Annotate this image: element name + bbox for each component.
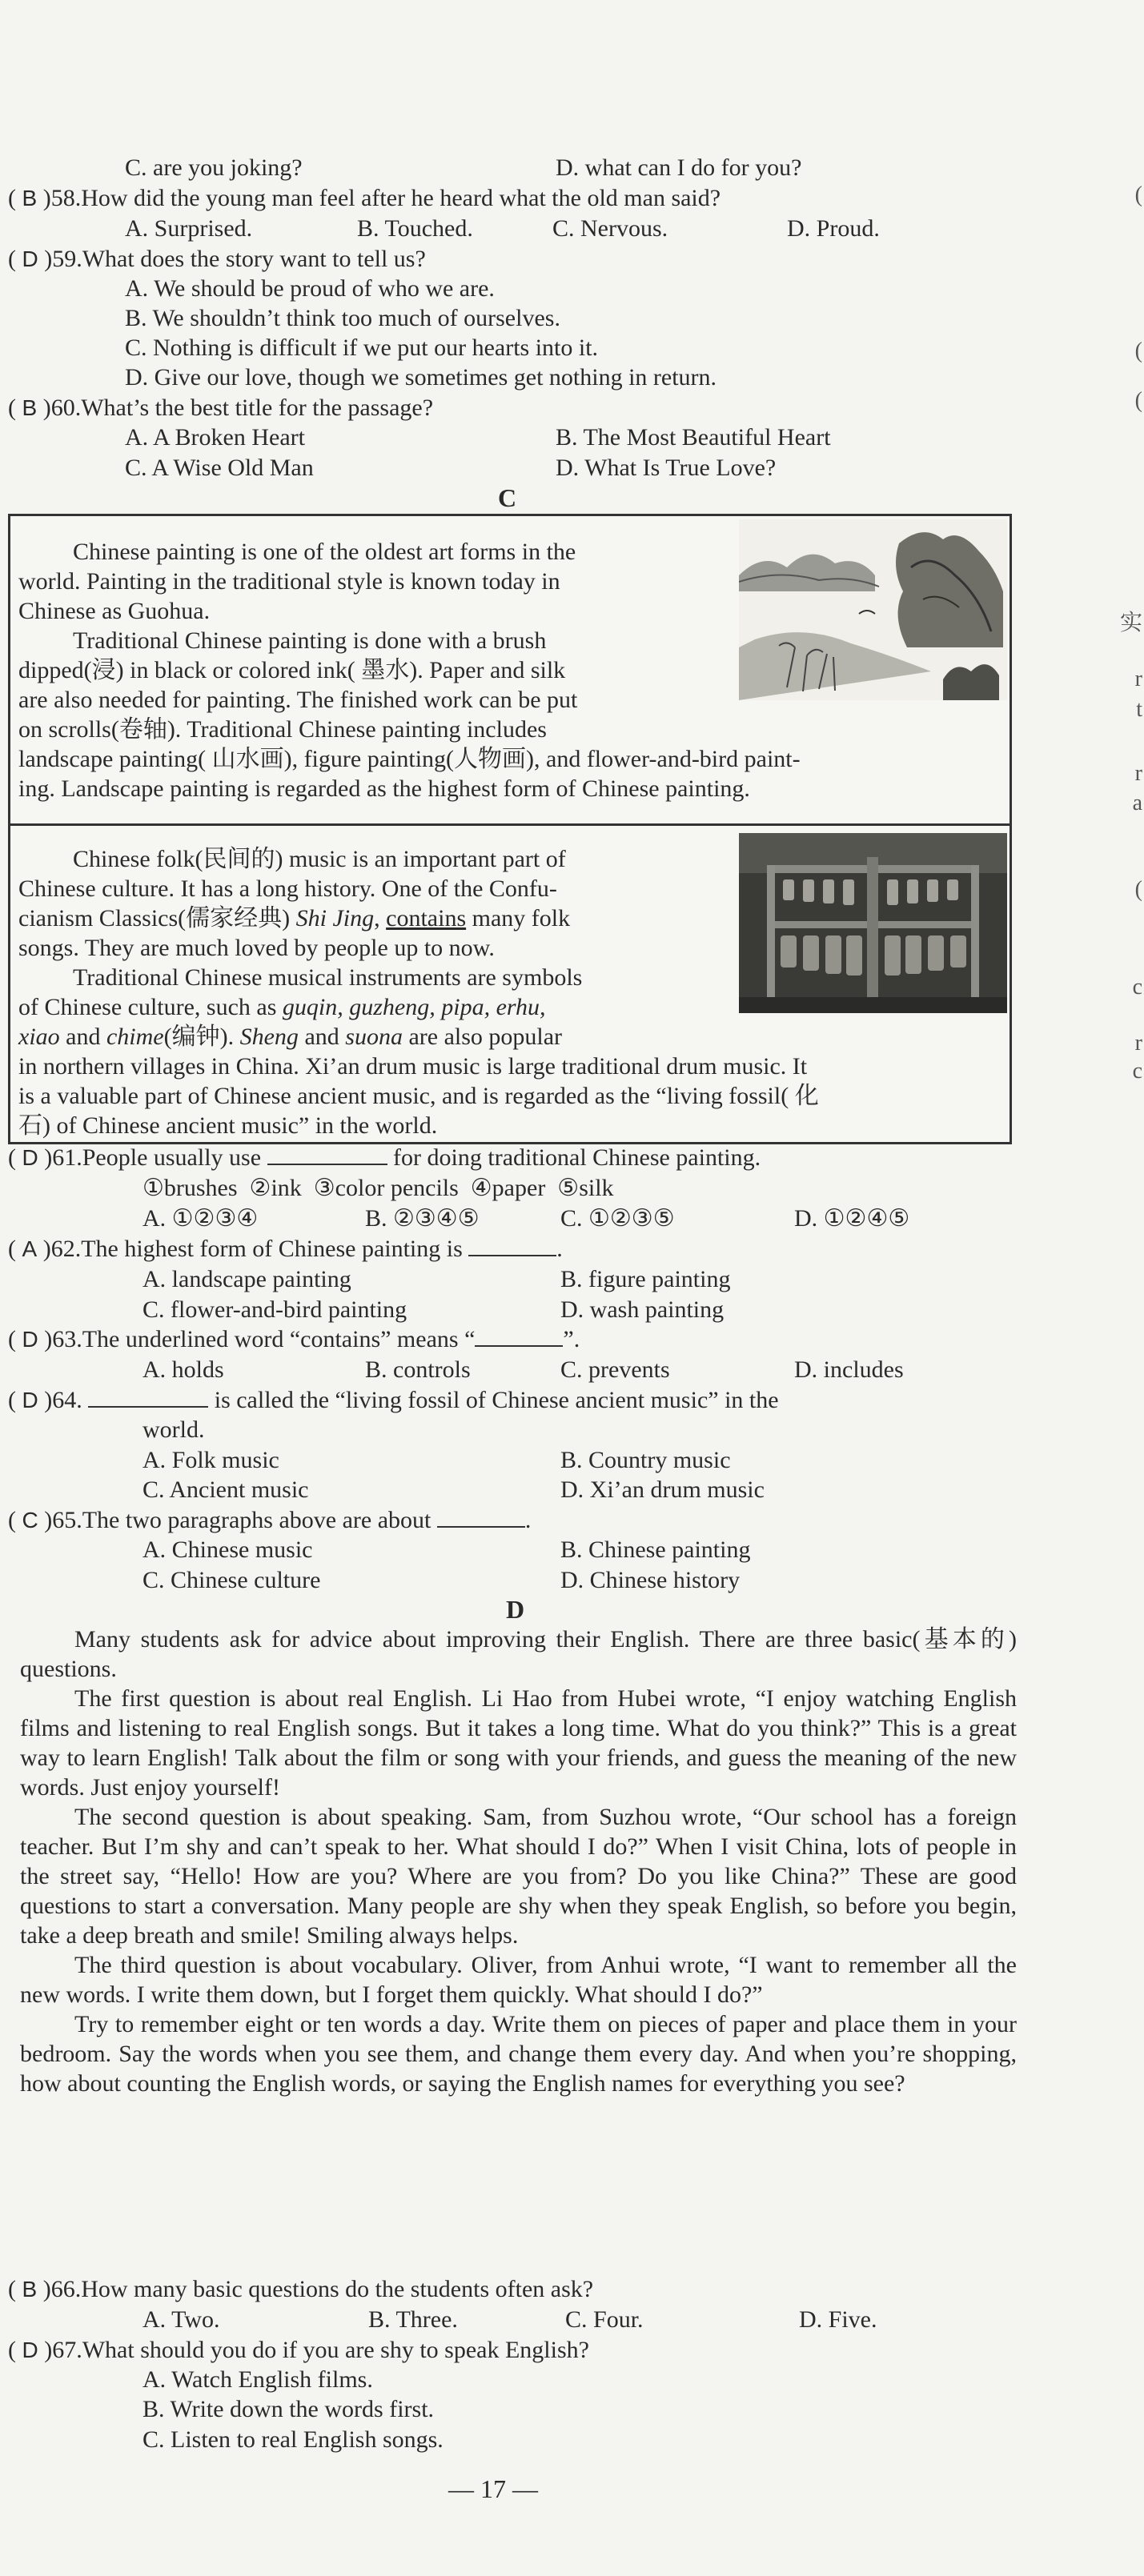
q63-blank[interactable] [475, 1345, 563, 1347]
q60-answer: B [22, 395, 38, 420]
q67-answer: D [22, 2338, 38, 2362]
q62-option-a: A. landscape painting [142, 1266, 351, 1292]
q61-option-d: D. ①②④⑤ [794, 1205, 910, 1232]
q58-option-a: A. Surprised. [125, 215, 253, 242]
painting-line-5: dipped(浸) in black or colored ink( 墨水). Paper and silk [18, 657, 566, 683]
q64-option-c: C. Ancient music [142, 1476, 309, 1503]
q65-stem: ( C )65.The two paragraphs above are about . [8, 1507, 532, 1533]
q65-option-d: D. Chinese history [560, 1567, 741, 1593]
painting-line-7: on scrolls(卷轴). Traditional Chinese painting includes [18, 716, 547, 743]
q64-option-a: A. Folk music [142, 1447, 279, 1473]
edge-fragment: ( [1134, 388, 1142, 413]
passage-d-paragraph-2: The first question is about real English. Li Hao from Hubei wrote, “I enjoy watching English films and listening to real English songs. But it takes a long time. What do you think?” This is a great way to learn English! Talk about the film or song with your friends, and guess the meaning of the new words. Just enjoy yourself! [20, 1685, 1017, 1801]
q63-stem: ( D )63.The underlined word “contains” means “ ”. [8, 1326, 580, 1352]
q67-option-c: C. Listen to real English songs. [142, 2426, 444, 2453]
q60-option-c: C. A Wise Old Man [125, 455, 314, 481]
q63-option-b: B. controls [365, 1356, 471, 1383]
painting-line-4: Traditional Chinese painting is done with a brush [73, 627, 547, 654]
music-line-2: Chinese culture. It has a long history. One of the Confu- [18, 875, 557, 902]
edge-fragment: r [1134, 761, 1142, 786]
q60-number: 60. [50, 395, 82, 421]
q57-option-d: D. what can I do for you? [556, 154, 802, 181]
q59-answer: D [22, 246, 38, 271]
q64-option-b: B. Country music [560, 1447, 731, 1473]
q67-stem: ( D )67.What should you do if you are shy to speak English? [8, 2337, 589, 2363]
q62-option-d: D. wash painting [560, 1296, 725, 1323]
music-line-3: cianism Classics(儒家经典) Shi Jing, contains many folk [18, 905, 571, 931]
q64-answer: D [22, 1388, 38, 1412]
q59-option-a: A. We should be proud of who we are. [125, 275, 495, 302]
box-divider [10, 823, 1010, 826]
edge-fragment: t [1136, 697, 1142, 722]
q61-option-a: A. ①②③④ [142, 1205, 259, 1232]
q59-text: What does the story want to tell us? [82, 246, 426, 272]
q58-text: How did the young man feel after he heard what the old man said? [81, 185, 721, 211]
edge-fragment: c [1132, 1059, 1142, 1084]
q59-option-d: D. Give our love, though we sometimes get nothing in return. [125, 364, 717, 391]
q59-number: 59. [52, 246, 82, 272]
q60-option-b: B. The Most Beautiful Heart [556, 424, 831, 451]
painting-line-9: ing. Landscape painting is regarded as the highest form of Chinese painting. [18, 775, 750, 802]
q66-option-d: D. Five. [799, 2306, 877, 2333]
q62-option-c: C. flower-and-bird painting [142, 1296, 407, 1323]
q61-items: ①brushes ②ink ③color pencils ④paper ⑤silk [142, 1175, 614, 1201]
q61-option-c: C. ①②③⑤ [560, 1205, 675, 1232]
edge-fragment: a [1132, 791, 1142, 815]
underlined-word-contains: contains [386, 905, 467, 931]
passage-d-paragraph-1: Many students ask for advice about improving their English. There are three basic(基本的) questions. [20, 1626, 1017, 1682]
q61-option-b: B. ②③④⑤ [365, 1205, 480, 1232]
section-c-passage-box [8, 514, 1012, 1144]
q65-option-a: A. Chinese music [142, 1536, 313, 1563]
painting-line-1: Chinese painting is one of the oldest art forms in the [73, 539, 576, 565]
q67-option-b: B. Write down the words first. [142, 2396, 435, 2422]
q62-option-b: B. figure painting [560, 1266, 731, 1292]
edge-fragment: 实 [1119, 611, 1142, 635]
music-line-5: Traditional Chinese musical instruments are symbols [73, 964, 583, 991]
q57-option-c: C. are you joking? [125, 154, 303, 181]
q63-option-a: A. holds [142, 1356, 224, 1383]
music-line-10: 石) of Chinese ancient music” in the world. [18, 1112, 438, 1139]
q66-answer: B [22, 2277, 38, 2302]
q66-option-a: A. Two. [142, 2306, 220, 2333]
edge-fragment: c [1132, 975, 1142, 1000]
music-line-4: songs. They are much loved by people up to now. [18, 935, 495, 961]
q60-text: What’s the best title for the passage? [81, 395, 434, 421]
q61-answer: D [22, 1145, 38, 1170]
q64-stem-cont: world. [142, 1416, 205, 1443]
painting-line-6: are also needed for painting. The finished work can be put [18, 687, 578, 713]
music-line-9: is a valuable part of Chinese ancient music, and is regarded as the “living fossil( 化 [18, 1083, 819, 1109]
music-line-8: in northern villages in China. Xi’an drum music is large traditional drum music. It [18, 1053, 808, 1080]
passage-d-paragraph-3: The second question is about speaking. Sam, from Suzhou wrote, “Our school has a foreign teacher. But I’m shy and can’t speak to her. What should I do?” When I visit China, lots of people in the street say, “Hello! How are you? Where are you from? Do you like China?” These are good questions to start a conversation. Many people are shy when they speak English, so before you begin, take a deep breath and smile! Smiling always helps. [20, 1804, 1017, 1949]
q60-stem: ( B )60.What’s the best title for the passage? [8, 395, 434, 421]
q62-stem: ( A )62.The highest form of Chinese painting is . [8, 1236, 563, 1262]
q58-number: 58. [50, 185, 82, 211]
page-number: — 17 — [448, 2474, 538, 2503]
q66-option-c: C. Four. [565, 2306, 644, 2333]
passage-d-paragraph-4: The third question is about vocabulary. Oliver, from Anhui wrote, “I want to remember all the new words. I write them down, but I forget them quickly. What should I do?” [20, 1952, 1017, 2008]
edge-fragment: ( [1134, 182, 1142, 207]
music-line-7: xiao and chime(编钟). Sheng and suona are also popular [18, 1024, 563, 1050]
q59-option-c: C. Nothing is difficult if we put our hearts into it. [125, 335, 599, 361]
q59-stem: ( D )59.What does the story want to tell us? [8, 246, 426, 272]
q62-answer: A [22, 1236, 38, 1261]
q58-option-c: C. Nervous. [552, 215, 668, 242]
q64-option-d: D. Xi’an drum music [560, 1476, 765, 1503]
q63-option-d: D. includes [794, 1356, 904, 1383]
q65-answer: C [22, 1508, 38, 1532]
q61-blank[interactable] [267, 1164, 387, 1165]
q67-option-a: A. Watch English films. [142, 2366, 373, 2393]
q60-option-a: A. A Broken Heart [125, 424, 305, 451]
q63-answer: D [22, 1327, 38, 1352]
painting-line-8: landscape painting( 山水画), figure painting(人物画), and flower-and-bird paint- [18, 746, 801, 772]
music-line-1: Chinese folk(民间的) music is an important part of [73, 846, 566, 872]
q59-option-b: B. We shouldn’t think too much of ourselves. [125, 305, 560, 331]
q58-stem: ( B )58.How did the young man feel after he heard what the old man said? [8, 185, 721, 211]
q66-option-b: B. Three. [368, 2306, 458, 2333]
edge-fragment: r [1134, 667, 1142, 691]
q61-stem: ( D )61.People usually use for doing traditional Chinese painting. [8, 1144, 761, 1171]
painting-passage [18, 537, 999, 803]
q62-blank[interactable] [468, 1255, 556, 1256]
section-d-title: D [506, 1595, 525, 1624]
edge-fragment: ( [1134, 877, 1142, 902]
q66-stem: ( B )66.How many basic questions do the students often ask? [8, 2276, 594, 2302]
q65-option-b: B. Chinese painting [560, 1536, 751, 1563]
q58-answer: B [22, 186, 38, 210]
music-line-6: of Chinese culture, such as guqin, guzheng, pipa, erhu, [18, 994, 546, 1020]
edge-fragment: r [1134, 1031, 1142, 1056]
painting-line-2: world. Painting in the traditional style is known today in [18, 568, 560, 595]
painting-line-3: Chinese as Guohua. [18, 598, 211, 624]
q58-option-b: B. Touched. [357, 215, 473, 242]
q60-option-d: D. What Is True Love? [556, 455, 777, 481]
q65-blank[interactable] [437, 1526, 525, 1528]
q64-blank[interactable] [88, 1406, 208, 1408]
q65-option-c: C. Chinese culture [142, 1567, 321, 1593]
passage-d-paragraph-5: Try to remember eight or ten words a day. Write them on pieces of paper and place them in your bedroom. Say the words when you see them, and change them every day. And when you’re shopping, how about counting the English words, or saying the English names for everything you see? [20, 2011, 1017, 2097]
q58-option-d: D. Proud. [787, 215, 880, 242]
section-c-title: C [498, 483, 517, 512]
music-passage [18, 844, 999, 1140]
edge-fragment: ( [1134, 339, 1142, 363]
q63-option-c: C. prevents [560, 1356, 670, 1383]
section-d-passage [20, 1625, 1017, 2098]
q64-stem: ( D )64. is called the “living fossil of Chinese ancient music” in the [8, 1387, 779, 1413]
